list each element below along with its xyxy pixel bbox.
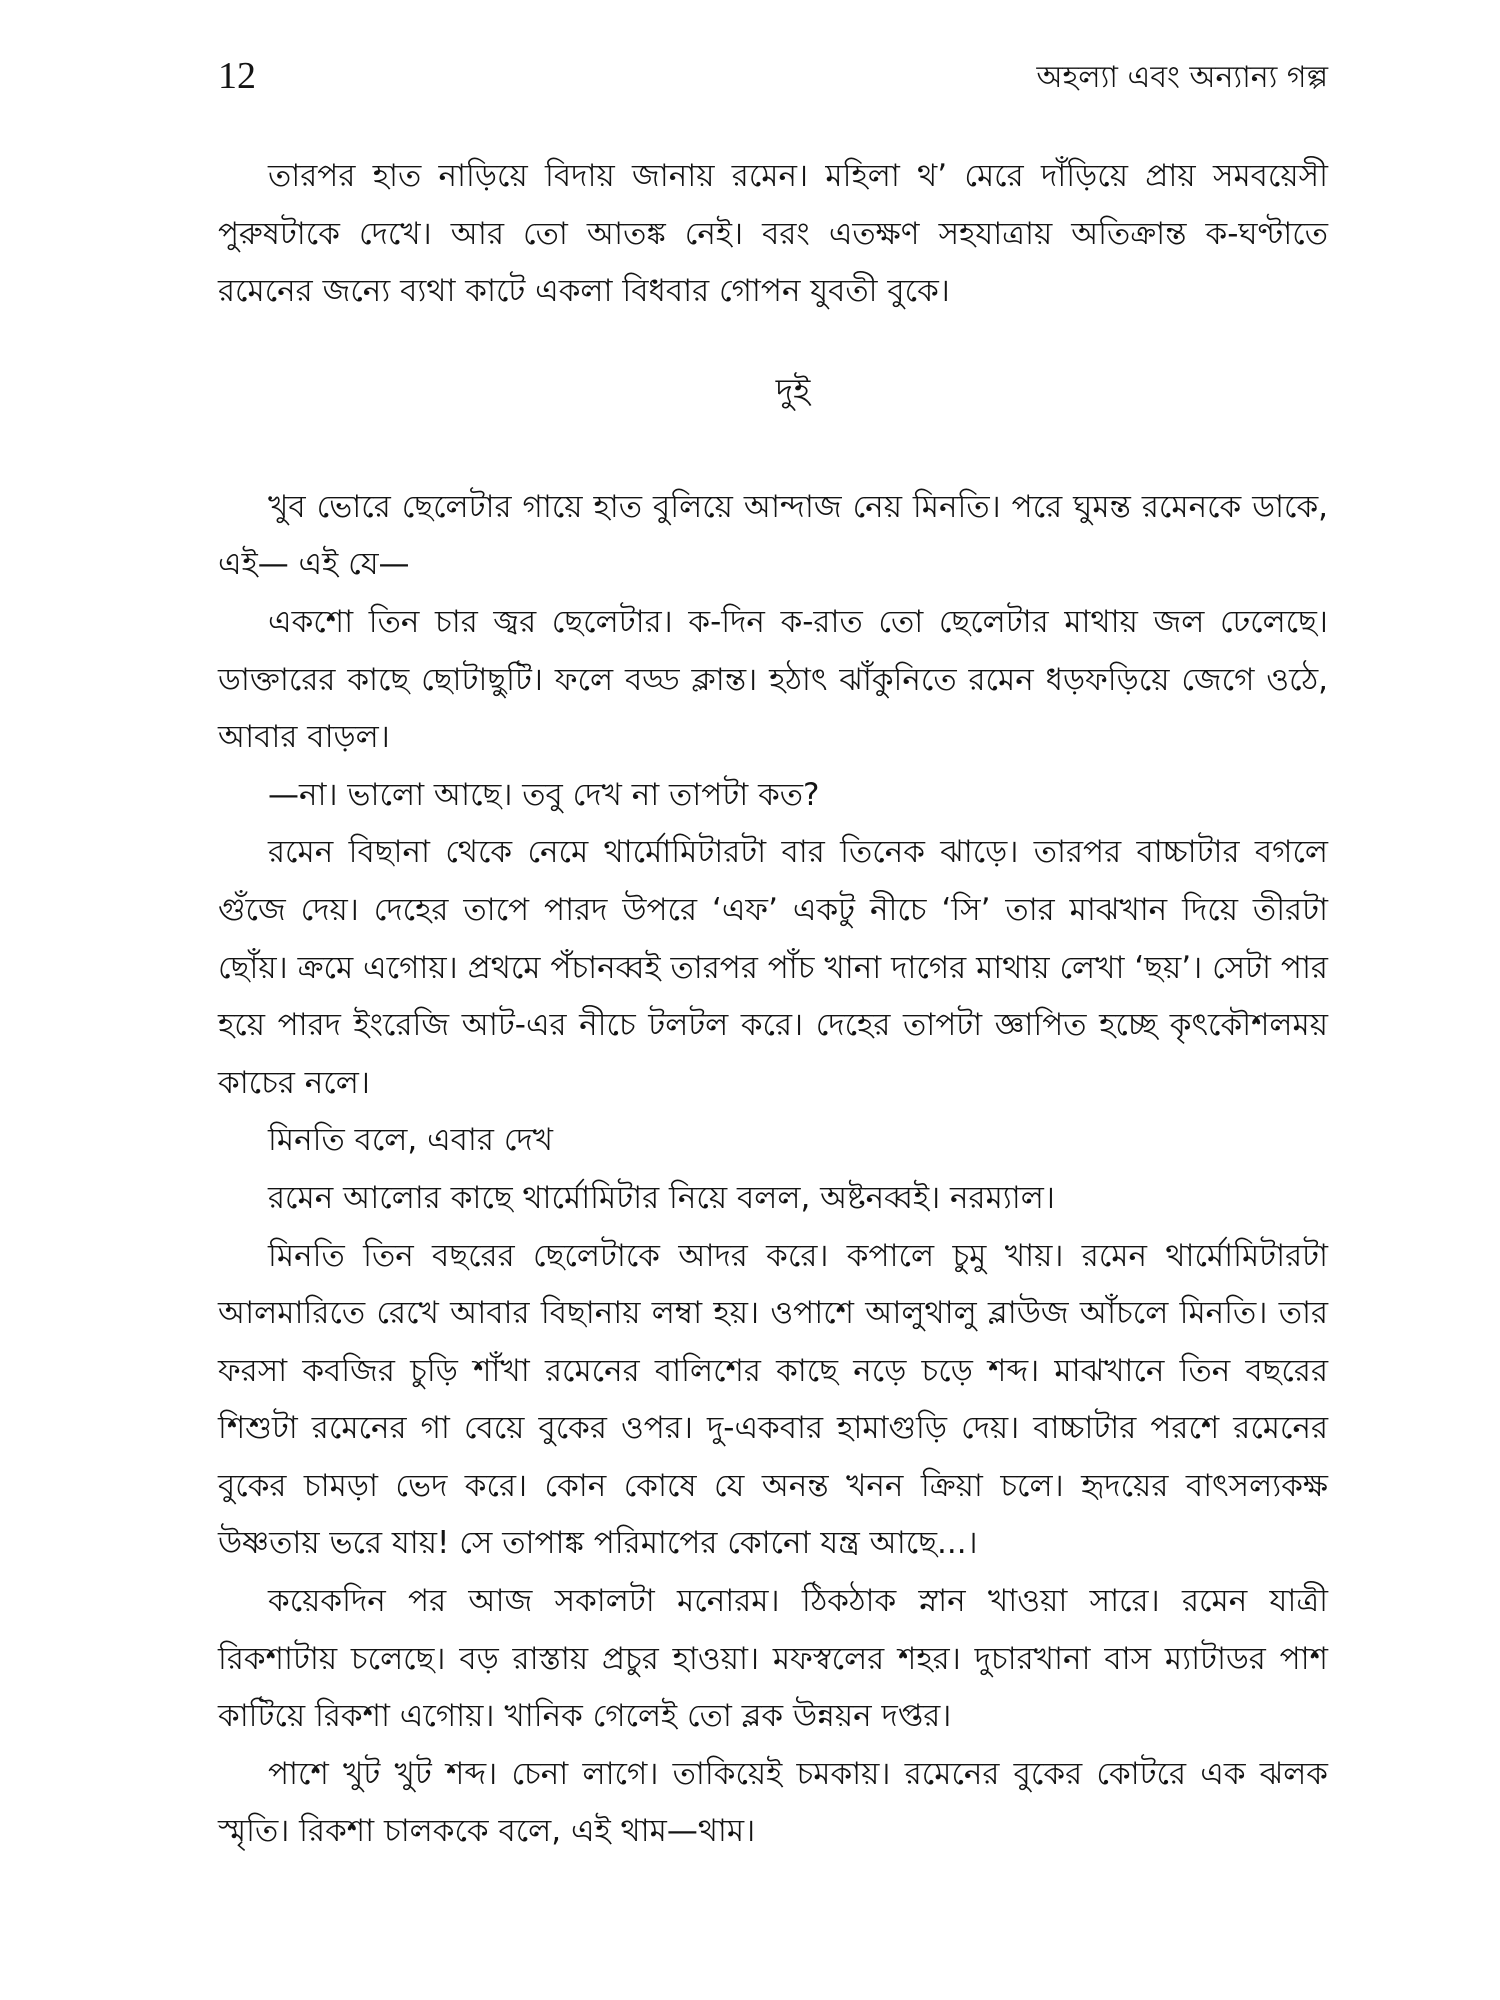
paragraph: একশো তিন চার জ্বর ছেলেটার। ক-দিন ক-রাত তো ছেলেটার মাথায় জল ঢেলেছে। ডাক্তারের কাছে ছোটাছুটি। ফলে বড্ড ক্লান্ত। হঠাৎ ঝাঁকুনিতে রমেন ধড়ফড়িয়ে জেগে ওঠে, আবার বাড়ল। [218, 603, 1328, 756]
book-title: অহল্যা এবং অন্যান্য গল্প [1036, 60, 1328, 95]
paragraph: পাশে খুট খুট শব্দ। চেনা লাগে। তাকিয়েই চমকায়। রমেনের বুকের কোটরে এক ঝলক স্মৃতি। রিকশা চালককে বলে, এই থাম—থাম। [218, 1755, 1328, 1850]
page-number: 12 [218, 55, 256, 97]
paragraph: রমেন বিছানা থেকে নেমে থার্মোমিটারটা বার তিনেক ঝাড়ে। তারপর বাচ্চাটার বগলে গুঁজে দেয়। দেহের তাপে পারদ উপরে ‘এফ’ একটু নীচে ‘সি’ তার মাঝখান দিয়ে তীরটা ছোঁয়। ক্রমে এগোয়। প্রথমে পঁচানব্বই তারপর পাঁচ খানা দাগের মাথায় লেখা ‘ছয়’। সেটা পার হয়ে পারদ ইংরেজি আট-এর নীচে টলটল করে। দেহের তাপটা জ্ঞাপিত হচ্ছে কৃৎকৌশলময় কাচের নলে। [218, 834, 1328, 1101]
paragraph: রমেন আলোর কাছে থার্মোমিটার নিয়ে বলল, অষ্টনব্বই। নরম্যাল। [268, 1179, 1055, 1216]
page-body [218, 148, 1328, 1861]
paragraph: কয়েকদিন পর আজ সকালটা মনোরম। ঠিকঠাক স্নান খাওয়া সারে। রমেন যাত্রী রিকশাটায় চলেছে। বড় রাস্তায় প্রচুর হাওয়া। মফস্বলের শহর। দুচারখানা বাস ম্যাটাডর পাশ কাটিয়ে রিকশা এগোয়। খানিক গেলেই তো ব্লক উন্নয়ন দপ্তর। [218, 1583, 1328, 1735]
paragraph: তারপর হাত নাড়িয়ে বিদায় জানায় রমেন। মহিলা থ’ মেরে দাঁড়িয়ে প্রায় সমবয়েসী পুরুষটাকে দেখে। আর তো আতঙ্ক নেই। বরং এতক্ষণ সহযাত্রায় অতিক্রান্ত ক-ঘণ্টাতে রমেনের জন্যে ব্যথা কাটে একলা বিধবার গোপন যুবতী বুকে। [218, 158, 1328, 310]
paragraph: মিনতি তিন বছরের ছেলেটাকে আদর করে। কপালে চুমু খায়। রমেন থার্মোমিটারটা আলমারিতে রেখে আবার বিছানায় লম্বা হয়। ওপাশে আলুথালু ব্লাউজ আঁচলে মিনতি। তার ফরসা কবজির চুড়ি শাঁখা রমেনের বালিশের কাছে নড়ে চড়ে শব্দ। মাঝখানে তিন বছরের শিশুটা রমেনের গা বেয়ে বুকের ওপর। দু-একবার হামাগুড়ি দেয়। বাচ্চাটার পরশে রমেনের বুকের চামড়া ভেদ করে। কোন কোষে যে অনন্ত খনন ক্রিয়া চলে। হৃদয়ের বাৎসল্যকক্ষ উষ্ণতায় ভরে যায়! সে তাপাঙ্ক পরিমাপের কোনো যন্ত্র আছে...। [218, 1237, 1328, 1562]
page-header [218, 52, 1328, 112]
paragraph: মিনতি বলে, এবার দেখ [268, 1122, 554, 1159]
section-heading: দুই [775, 370, 811, 410]
paragraph: খুব ভোরে ছেলেটার গায়ে হাত বুলিয়ে আন্দাজ নেয় মিনতি। পরে ঘুমন্ত রমেনকে ডাকে, এই— এই যে— [218, 488, 1328, 583]
paragraph: —না। ভালো আছে। তবু দেখ না তাপটা কত? [268, 776, 820, 813]
